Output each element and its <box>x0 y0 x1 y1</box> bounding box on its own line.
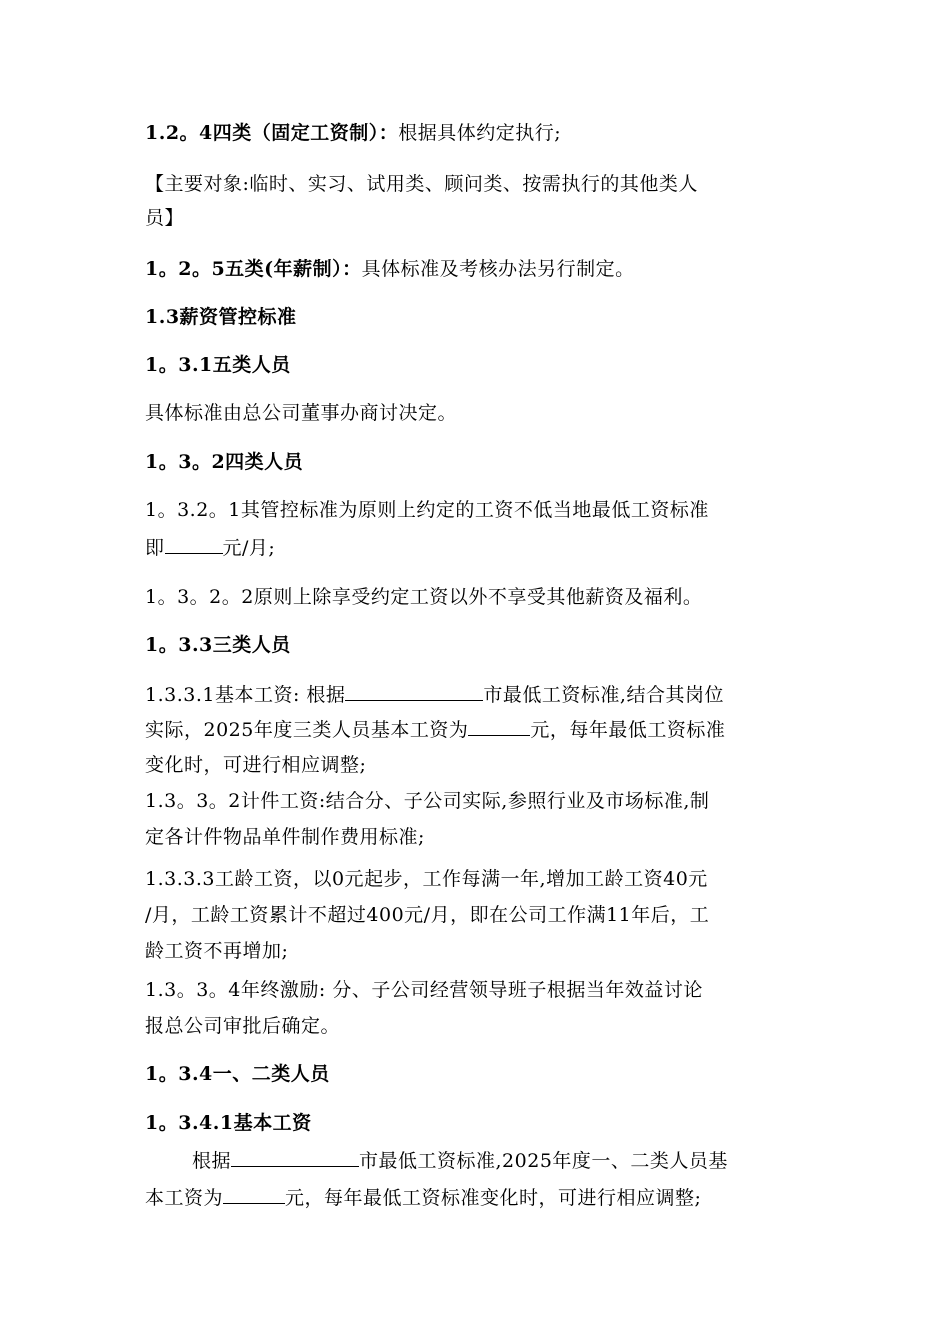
heading-1-3-1: 1。3.1五类人员 <box>145 354 291 376</box>
text-segment: 实际，2025年度三类人员基本工资为 <box>145 719 469 741</box>
text-segment: 元/月; <box>222 537 276 559</box>
fill-blank[interactable] <box>231 1148 359 1167</box>
fill-blank[interactable] <box>345 682 483 701</box>
heading-1-3: 1.3薪资管控标准 <box>145 306 297 328</box>
paragraph-line <box>192 1148 815 1173</box>
text-segment: 本工资为 <box>145 1187 224 1209</box>
text-segment: 市最低工资标准,2025年度一、二类人员基 <box>359 1150 728 1172</box>
section-heading: 1。2。5五类(年薪制）： <box>145 258 362 280</box>
paragraph-line: 变化时，可进行相应调整; <box>145 754 367 776</box>
paragraph-line: 【主要对象:临时、实习、试用类、顾问类、按需执行的其他类人 <box>145 173 698 195</box>
text-segment: 根据 <box>192 1150 232 1172</box>
paragraph-line: /月，工龄工资累计不超过400元/月，即在公司工作满11年后，工 <box>145 904 710 926</box>
paragraph-line: 员】 <box>145 207 185 229</box>
text-segment: 即 <box>145 537 165 559</box>
fill-blank[interactable] <box>468 717 530 736</box>
paragraph-line: 1。3.2。1其管控标准为原则上约定的工资不低当地最低工资标准 <box>145 499 709 521</box>
text-segment: 元，每年最低工资标准 <box>530 719 726 741</box>
paragraph-line: 报总公司审批后确定。 <box>145 1015 341 1037</box>
heading-1-3-2: 1。3。2四类人员 <box>145 451 304 473</box>
paragraph-line <box>145 717 815 742</box>
section-1-2-5 <box>145 257 815 281</box>
heading-1-3-4: 1。3.4一、二类人员 <box>145 1063 330 1085</box>
paragraph-line: 具体标准由总公司董事办商讨决定。 <box>145 402 458 424</box>
paragraph-line: 龄工资不再增加; <box>145 940 289 962</box>
section-text: 具体标准及考核办法另行制定。 <box>361 258 635 280</box>
fill-blank[interactable] <box>223 1185 285 1204</box>
text-segment: 元，每年最低工资标准变化时，可进行相应调整; <box>285 1187 702 1209</box>
text-segment: 市最低工资标准,结合其岗位 <box>483 684 724 706</box>
paragraph-line <box>145 535 815 560</box>
paragraph-line <box>145 682 815 707</box>
paragraph-line: 1.3。3。2计件工资:结合分、子公司实际,参照行业及市场标准,制 <box>145 790 710 812</box>
paragraph-line: 1.3.3.3工龄工资，以0元起步，工作每满一年,增加工龄工资40元 <box>145 868 708 890</box>
paragraph-line: 定各计件物品单件制作费用标准; <box>145 826 425 848</box>
section-heading: 1.2。4四类（固定工资制）： <box>145 122 399 144</box>
section-text: 根据具体约定执行; <box>398 122 562 144</box>
paragraph-line: 1.3。3。4年终激励: 分、子公司经营领导班子根据当年效益讨论 <box>145 979 703 1001</box>
heading-1-3-3: 1。3.3三类人员 <box>145 634 291 656</box>
section-1-2-4 <box>145 121 815 145</box>
text-segment: 1.3.3.1基本工资: 根据 <box>145 684 346 706</box>
paragraph-line <box>145 1185 815 1210</box>
fill-blank[interactable] <box>165 535 223 554</box>
heading-1-3-4-1: 1。3.4.1基本工资 <box>145 1112 312 1134</box>
paragraph-line: 1。3。2。2原则上除享受约定工资以外不享受其他薪资及福利。 <box>145 586 703 608</box>
